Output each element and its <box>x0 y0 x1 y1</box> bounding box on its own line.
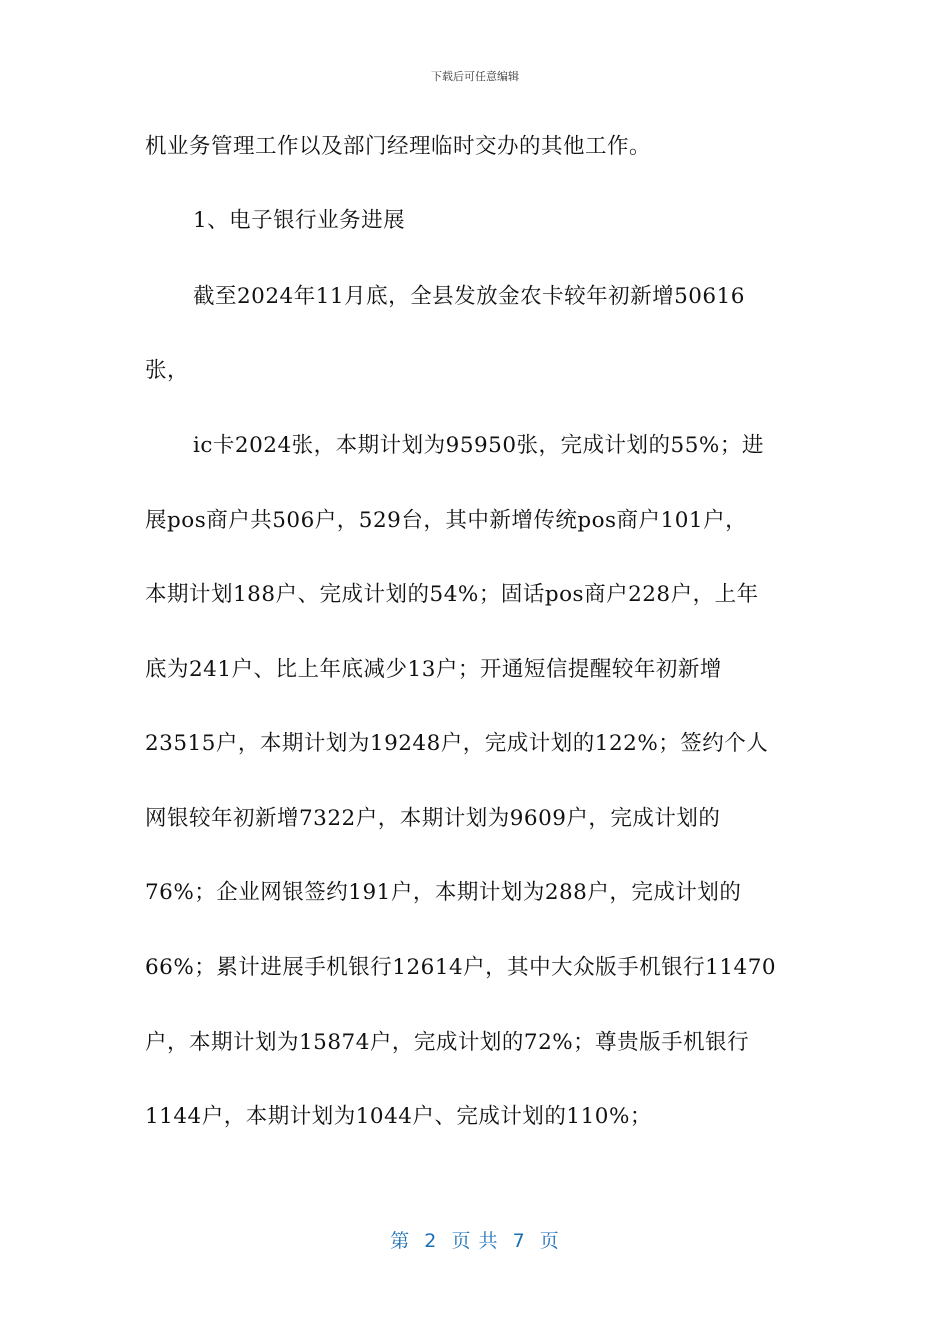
text-line: 网银较年初新增7322户，本期计划为9609户，完成计划的 <box>145 806 721 831</box>
header-note: 下载后可任意编辑 <box>431 70 519 83</box>
text-line: 张， <box>145 358 190 383</box>
text-line: 展pos商户共506户，529台，其中新增传统pos商户101户， <box>145 508 748 533</box>
text-line: 本期计划188户、完成计划的54%；固话pos商户228户，上年 <box>145 582 759 607</box>
text-line: 23515户，本期计划为19248户，完成计划的122%；签约个人 <box>145 731 769 756</box>
text-line: 底为241户、比上年底减少13户；开通短信提醒较年初新增 <box>145 657 722 682</box>
text-line: 机业务管理工作以及部门经理临时交办的其他工作。 <box>145 134 652 159</box>
text-line: 截至2024年11月底，全县发放金农卡较年初新增50616 <box>193 284 745 309</box>
page-number: 第 2 页 共 7 页 <box>390 1230 560 1252</box>
section-heading: 1、电子银行业务进展 <box>193 208 406 233</box>
text-line: 户，本期计划为15874户，完成计划的72%；尊贵版手机银行 <box>145 1030 750 1055</box>
text-line: 76%；企业网银签约191户，本期计划为288户，完成计划的 <box>145 880 742 905</box>
text-line: 66%；累计进展手机银行12614户，其中大众版手机银行11470 <box>145 955 777 980</box>
text-line: 1144户，本期计划为1044户、完成计划的110%； <box>145 1104 652 1129</box>
text-line: ic卡2024张，本期计划为95950张，完成计划的55%；进 <box>193 433 764 458</box>
